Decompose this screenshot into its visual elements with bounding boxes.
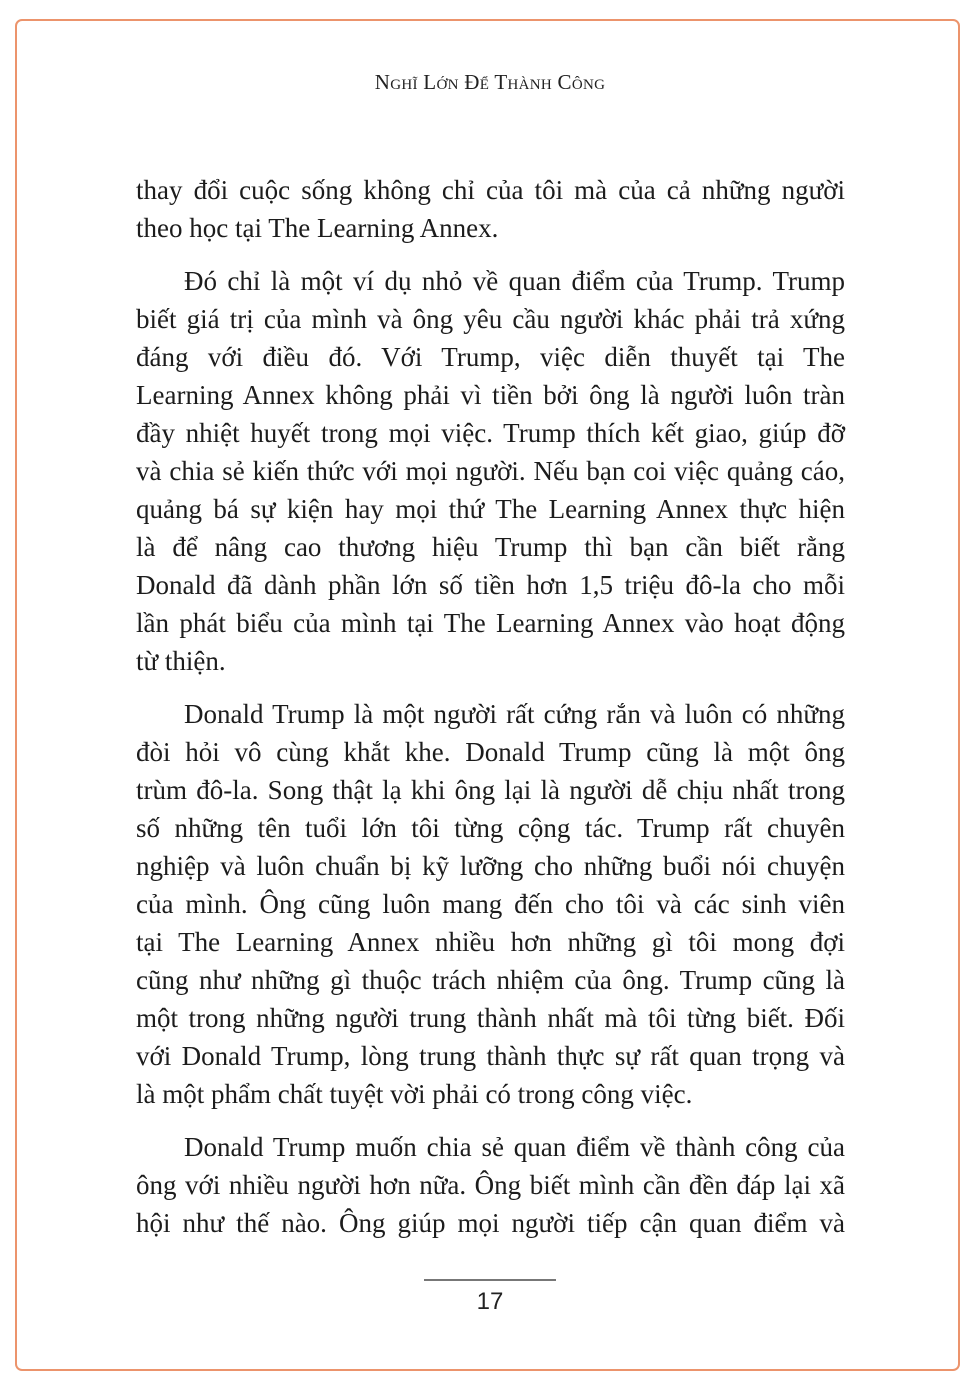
text-line: của mình. Ông cũng luôn mang đến cho tôi và các sinh viên	[136, 889, 845, 919]
text-line: Donald đã dành phần lớn số tiền hơn 1,5 triệu đô-la cho mỗi	[136, 570, 845, 600]
text-line: và chia sẻ kiến thức với mọi người. Nếu bạn coi việc quảng cáo,	[136, 456, 845, 486]
text-line: đáng với điều đó. Với Trump, việc diễn thuyết tại The	[136, 342, 845, 372]
text-line: là để nâng cao thương hiệu Trump thì bạn cần biết rằng	[136, 532, 845, 562]
page-number: 17	[476, 1288, 504, 1315]
text-line: theo học tại The Learning Annex.	[136, 213, 499, 243]
text-line: nghiệp và luôn chuẩn bị kỹ lưỡng cho những buổi nói chuyện	[136, 851, 845, 881]
text-line: quảng bá sự kiện hay mọi thứ The Learning Annex thực hiện	[136, 494, 845, 524]
text-line: Đó chỉ là một ví dụ nhỏ về quan điểm của Trump. Trump	[184, 266, 845, 296]
text-line: tại The Learning Annex nhiều hơn những gì tôi mong đợi	[136, 927, 845, 957]
text-line: Learning Annex không phải vì tiền bởi ông là người luôn tràn	[136, 380, 845, 410]
body-text	[136, 171, 845, 1257]
paragraph	[136, 171, 845, 247]
text-line: đầy nhiệt huyết trong mọi việc. Trump thích kết giao, giúp đỡ	[136, 418, 845, 448]
text-line: số những tên tuổi lớn tôi từng cộng tác. Trump rất chuyên	[136, 813, 845, 843]
paragraph	[136, 695, 845, 1113]
running-header: Nghĩ Lớn Để Thành Công	[374, 70, 606, 94]
text-line: Donald Trump là một người rất cứng rắn và luôn có những	[184, 699, 845, 729]
text-line: đòi hỏi vô cùng khắt khe. Donald Trump cũng là một ông	[136, 737, 845, 767]
text-line: thay đổi cuộc sống không chỉ của tôi mà của cả những người	[136, 175, 845, 205]
text-line: cũng như những gì thuộc trách nhiệm của ông. Trump cũng là	[136, 965, 845, 995]
text-line: biết giá trị của mình và ông yêu cầu người khác phải trả xứng	[136, 304, 845, 334]
text-line: Donald Trump muốn chia sẻ quan điểm về thành công của	[184, 1132, 845, 1162]
text-line: một trong những người trung thành nhất mà tôi từng biết. Đối	[136, 1003, 845, 1033]
text-line: hội như thế nào. Ông giúp mọi người tiếp cận quan điểm và	[136, 1208, 845, 1238]
paragraph	[136, 1128, 845, 1242]
text-line: lần phát biểu của mình tại The Learning Annex vào hoạt động	[136, 608, 845, 638]
text-line: trùm đô-la. Song thật lạ khi ông lại là người dễ chịu nhất trong	[136, 775, 845, 805]
text-line: với Donald Trump, lòng trung thành thực sự rất quan trọng và	[136, 1041, 845, 1071]
text-line: là một phẩm chất tuyệt vời phải có trong công việc.	[136, 1079, 693, 1109]
footer-rule	[424, 1279, 556, 1281]
text-line: ông với nhiều người hơn nữa. Ông biết mình cần đền đáp lại xã	[136, 1170, 845, 1200]
text-line: từ thiện.	[136, 646, 226, 676]
paragraph	[136, 262, 845, 680]
